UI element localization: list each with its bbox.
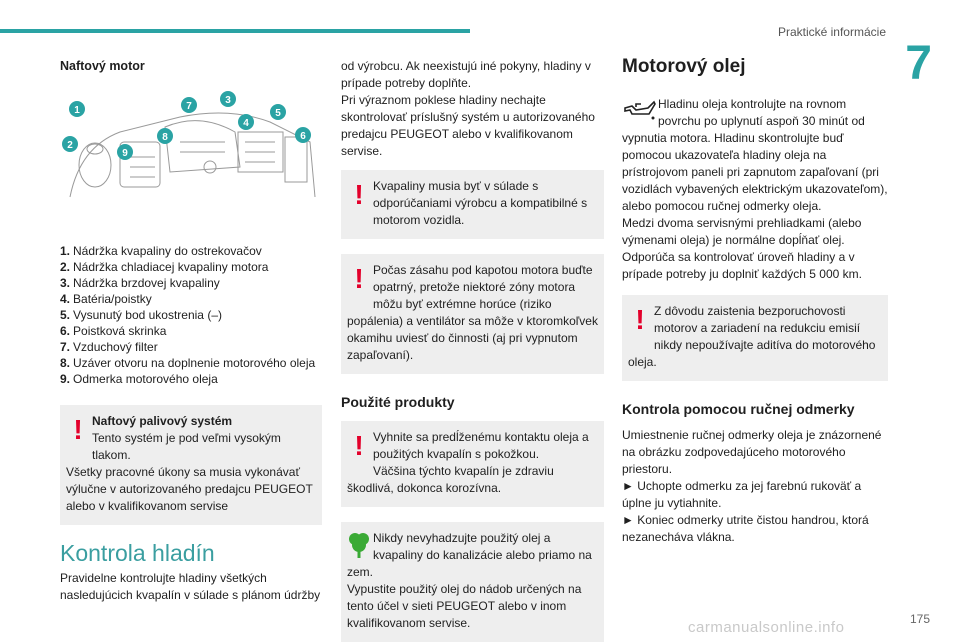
level-check-continued: od výrobcu. Ak neexistujú iné pokyny, hladiny v prípade potreby doplňte. Pri výraznom poklese hladiny nechajte skontrolovať príslušný systém u autorizovaného predajcu PEUGEOT alebo v kvalifikovanom servise. <box>341 59 595 158</box>
chapter-title: Praktické informácie <box>777 25 886 39</box>
environment-note-box <box>341 522 604 642</box>
diagram-callout-5: 5 <box>275 108 281 119</box>
header-accent-bar <box>0 29 470 33</box>
list-item: 9. Odmerka motorového oleja <box>60 372 218 386</box>
engine-bay-diagram <box>60 87 322 211</box>
diagram-callout-1: 1 <box>74 105 80 116</box>
warning-text: Vyhnite sa predĺženému kontaktu oleja a použitých kvapalín s pokožkou. Väčšina týchto kvapalín je zdraviu škodlivá, dokonca korozívna. <box>347 430 589 495</box>
fluids-warning-box <box>341 170 604 239</box>
column-left <box>60 58 322 604</box>
chapter-number: 7 <box>905 37 932 90</box>
warning-text: Z dôvodu zaistenia bezporuchovosti motorov a zariadení na redukciu emisií nikdy nepoužívajte aditíva do motorového oleja. <box>628 304 876 369</box>
list-item: 8. Uzáver otvoru na doplnenie motorového oleja <box>60 356 316 370</box>
diagram-callout-9: 9 <box>122 148 128 159</box>
skin-contact-warning-box <box>341 421 604 507</box>
diagram-callout-4: 4 <box>243 118 249 129</box>
warning-icon: ! <box>354 263 364 294</box>
warning-text: Počas zásahu pod kapotou motora buďte opatrný, pretože niektoré zóny motora môžu byť extrémne horúce (riziko popálenia) a ventilátor sa môže v ktoromkoľvek okamihu uviesť do činnosti (aj pri vypnutom zapaľovaní). <box>347 263 598 362</box>
warning-text: Tento systém je pod veľmi vysokým tlakom. Všetky pracovné úkony sa musia vykonávať výlučne v autorizovaného predajcu PEUGEOT alebo v kvalifikovanom servise <box>66 431 313 513</box>
list-item: 4. Batéria/poistky <box>60 292 152 306</box>
tree-recycle-icon <box>347 530 371 560</box>
warning-icon: ! <box>354 179 364 210</box>
list-item: 1. Nádržka kvapaliny do ostrekovačov <box>60 244 262 258</box>
list-item: 3. Nádržka brzdovej kvapaliny <box>60 276 220 290</box>
additives-warning-box <box>622 295 888 381</box>
dipstick-text: Umiestnenie ručnej odmerky oleja je znázornené na obrázku zodpovedajúceho motorového priestoru. ► Uchopte odmerku za jej farebnú rukoväť a úplne ju vytiahnite. ► Koniec odmerky utrite čistou handrou, ktorá nezanecháva vlákna. <box>622 428 882 544</box>
used-products-heading: Použité produkty <box>341 394 455 410</box>
note-text: Nikdy nevyhadzujte použitý olej a kvapaliny do kanalizácie alebo priamo na zem. Vypustite použitý olej do nádob určených na tento účel v sieti PEUGEOT alebo v inom kvalifikovanom servise. <box>347 531 592 630</box>
diagram-callout-8: 8 <box>162 132 168 143</box>
list-item: 2. Nádržka chladiacej kvapaliny motora <box>60 260 269 274</box>
diagram-callout-7: 7 <box>186 101 192 112</box>
level-check-text: Pravidelne kontrolujte hladiny všetkých nasledujúcich kvapalín v súlade s plánom údržby <box>60 571 321 602</box>
column-middle <box>341 58 604 642</box>
diagram-callout-3: 3 <box>225 95 231 106</box>
warning-icon: ! <box>354 430 364 461</box>
engine-oil-text: Hladinu oleja kontrolujte na rovnom povrchu po uplynutí aspoň 30 minút od vypnutia motora. Hladinu skontrolujte buď pomocou ukazovateľa hladiny oleja na prístrojovom paneli pri zapnutom zapaľovaní (pri vozidlách vybavených elektrickým ukazovateľom), alebo pomocou ručnej odmerky oleja. Medzi dvoma servisnými prehliadkami (alebo výmenami oleja) je normálne dopĺňať olej. Odporúča sa kontrolovať úroveň hladiny a v prípade potreby ju doplniť každých 5 000 km. <box>622 97 888 281</box>
dipstick-heading: Kontrola pomocou ručnej odmerky <box>622 401 855 417</box>
warning-icon: ! <box>635 304 645 335</box>
watermark: carmanualsonline.info <box>688 619 845 636</box>
level-check-heading: Kontrola hladín <box>60 540 215 566</box>
page-number: 175 <box>909 612 930 626</box>
hot-engine-warning-box <box>341 254 604 374</box>
list-item: 5. Vysunutý bod ukostrenia (–) <box>60 308 222 322</box>
list-item: 7. Vzduchový filter <box>60 340 158 354</box>
warning-title: Naftový palivový systém <box>92 414 233 428</box>
engine-oil-heading: Motorový olej <box>622 56 746 77</box>
diagram-callout-2: 2 <box>67 140 73 151</box>
diesel-warning-box <box>60 405 322 525</box>
column-right <box>622 58 888 546</box>
list-item: 6. Poistková skrinka <box>60 324 167 338</box>
component-list <box>60 243 322 387</box>
diagram-callout-6: 6 <box>300 131 306 142</box>
warning-icon: ! <box>73 414 83 445</box>
oil-can-icon <box>622 98 656 122</box>
warning-text: Kvapaliny musia byť v súlade s odporúčaniami výrobcu a kompatibilné s motorom vozidla. <box>373 179 588 227</box>
diesel-engine-heading: Naftový motor <box>60 59 145 73</box>
